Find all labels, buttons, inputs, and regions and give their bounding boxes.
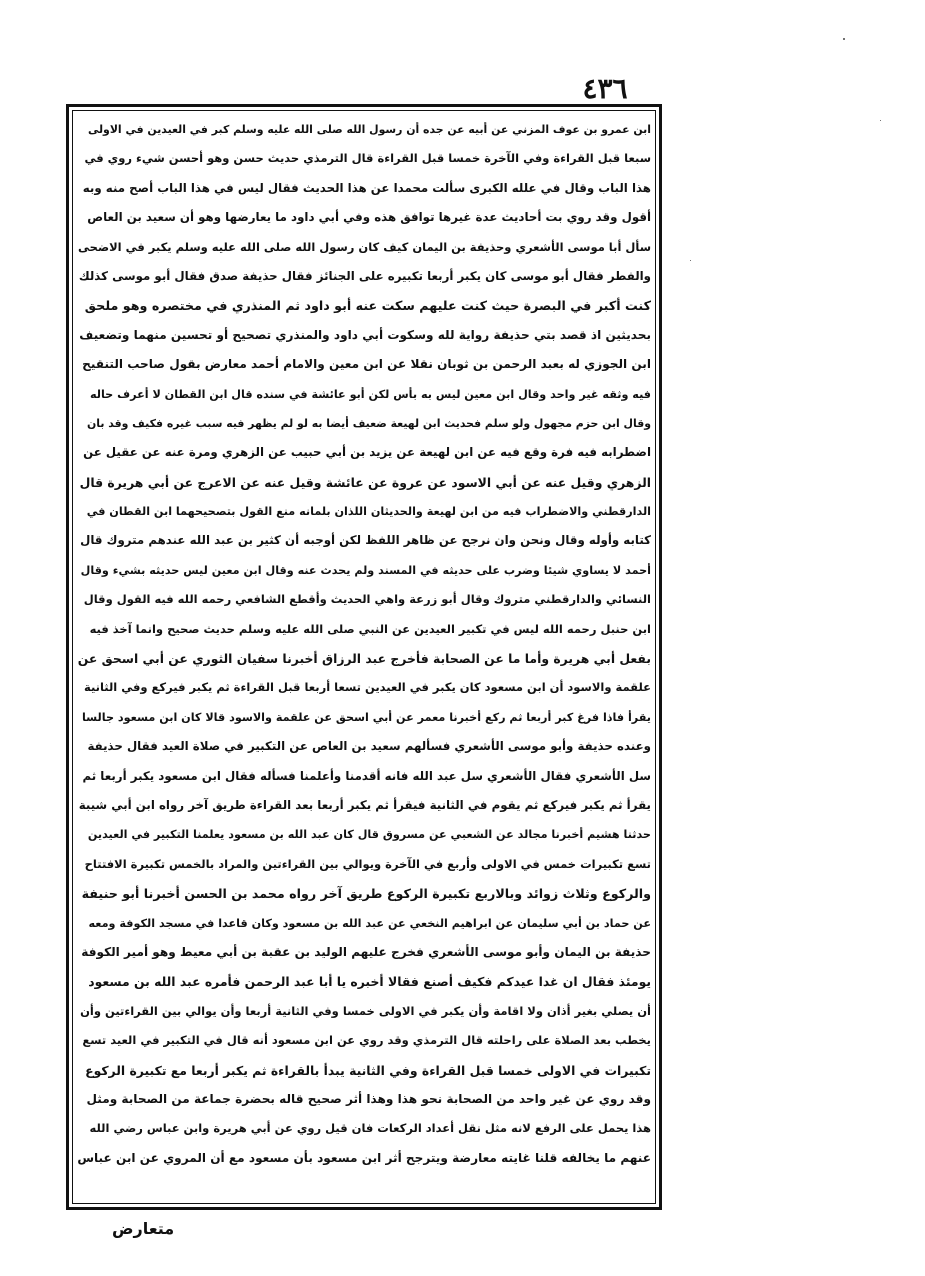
page-number: ٤٣٦ bbox=[582, 72, 628, 105]
text-line: وقد روي عن غير واحد من الصحابة نحو هذا وهذا أثر صحيح قاله بحضرة جماعة من الصحابة ومثل bbox=[86, 1091, 651, 1106]
text-frame bbox=[66, 104, 662, 1210]
text-line: وعنده حذيفة وأبو موسى الأشعري فسألهم سعيد بن العاص عن التكبير في صلاة العيد فقال حذيفة bbox=[87, 739, 651, 754]
text-line: سل الأشعري فقال الأشعري سل عبد الله فانه أقدمنا وأعلمنا فسأله فقال ابن مسعود يكبر أربعا ثم bbox=[82, 768, 651, 783]
text-line: عن حماد بن أبي سليمان عن ابراهيم النخعي عن عبد الله بن مسعود وكان قاعدا في مسجد الكوفة ومعه bbox=[88, 916, 651, 930]
scan-speck bbox=[690, 260, 691, 261]
text-line: يخطب بعد الصلاة على راحلته قال الترمذي وقد روي عن ابن مسعود أنه قال في التكبير في العيد تسع bbox=[82, 1033, 651, 1048]
text-line: عنهم ما يخالفه قلنا غايته معارضة ويترجح أثر ابن مسعود بأن مسعود مع أن المروي عن ابن عباس bbox=[77, 1150, 651, 1165]
text-line: يومئذ فقال ان غدا عيدكم فكيف أصنع فقالا أخبره يا أبا عبد الرحمن فأمره عبد الله بن مسعود bbox=[88, 974, 651, 990]
scan-speck bbox=[843, 38, 845, 40]
text-line: حذيفة بن اليمان وأبو موسى الأشعري فخرج عليهم الوليد بن عقبة بن أبي معيط وهو أمير الكوفة bbox=[81, 944, 651, 959]
text-line: هذا يحمل على الرفع لانه مثل نقل أعداد الركعات فان قيل روي عن أبي هريرة وابن عباس رضي الله bbox=[89, 1121, 651, 1136]
text-line: والركوع وثلاث زوائد وبالاربع تكبيرة الركوع طريق آخر رواه محمد بن الحسن أخبرنا أبو حنيفة bbox=[81, 886, 651, 902]
text-line: فيه وثقه غير واحد وقال ابن معين ليس به بأس لكن أبو عائشة في سنده قال ابن القطان لا أعرف حاله bbox=[89, 387, 651, 401]
text-line: تكبيرات في الاولى خمسا قبل القراءة وفي الثانية يبدأ بالقراءة ثم يكبر أربعا مع تكبيرة الركوع bbox=[85, 1062, 651, 1078]
text-line: سأل أبا موسى الأشعري وحذيفة بن اليمان كيف كان رسول الله صلى الله عليه وسلم يكبر في الاضحى bbox=[78, 239, 651, 254]
text-line: أقول وقد روي بت أحاديث عدة غيرها توافق هذه وفي أبي داود ما يعارضها وهو أن سعيد بن العاص bbox=[87, 210, 651, 225]
text-line: يقرأ فاذا فرغ كبر أربعا ثم ركع أخبرنا معمر عن أبي اسحق عن علقمة والاسود قالا كان ابن مسعود جالسا bbox=[81, 710, 651, 724]
text-line: ابن حنبل رحمه الله ليس في تكبير العيدين عن النبي صلى الله عليه وسلم حديث صحيح وانما آخذ فيه bbox=[89, 621, 651, 636]
text-line: أحمد لا يساوي شيئا وضرب على حديثه في المسند ولم يحدث عنه وقال ابن معين ليس حديثه بشيء وقال bbox=[80, 563, 651, 577]
text-line: النسائي والدارقطني متروك وقال أبو زرعة واهي الحديث وأقطع الشافعي رحمه الله فيه القول وقال bbox=[83, 592, 651, 607]
text-line: هذا الباب وقال في علله الكبرى سألت محمدا عن هذا الحديث فقال ليس في هذا الباب أصح منه وبه bbox=[82, 180, 651, 195]
text-line: الزهري وقيل عنه عن أبي الاسود عن عروة عن عائشة وقيل عنه عن الاعرج عن أبي هريرة قال bbox=[79, 474, 651, 490]
catchword: متعارض bbox=[112, 1219, 175, 1238]
text-line: وقال ابن حزم مجهول ولو سلم فحديث ابن لهيعة ضعيف أيضا به لو لم يظهر فيه سبب غيره فكيف وقد بان bbox=[86, 416, 651, 430]
text-line: علقمة والاسود أن ابن مسعود كان يكبر في العيدين تسعا أربعا قبل القراءة ثم يكبر فيركع وفي الثانية bbox=[83, 680, 651, 695]
text-line: كتابه وأوله وقال ونحن وان نرجح عن ظاهر اللفظ لكن أوجبه أن كثير بن عبد الله عندهم متروك قال bbox=[80, 533, 651, 548]
text-line: أن يصلي بغير أذان ولا اقامة وأن يكبر في الاولى خمسا وفي الثانية أربعا وأن يوالي بين القراءتين وأن bbox=[80, 1003, 651, 1018]
text-line: والفطر فقال أبو موسى كان يكبر أربعا تكبيره على الجنائز فقال حذيفة صدق فقال أبو موسى كذلك bbox=[78, 268, 651, 283]
text-body bbox=[77, 115, 651, 1173]
text-line: اضطرابه فيه فرة وقع فيه عن ابن لهيعة عن يزيد بن أبي حبيب عن الزهري ومرة عنه عن عقيل عن bbox=[83, 445, 651, 460]
text-line: ابن عمرو بن عوف المزني عن أبيه عن جده أن رسول الله صلى الله عليه وسلم كبر في العيدين في الاولى bbox=[87, 123, 651, 136]
text-line: بحديثين اذ قصد بتي حذيفة رواية لله وسكوت أبي داود والمنذري تصحيح أو تحسين منهما وتضعيف bbox=[79, 327, 651, 342]
text-line: كنت أكبر في البصرة حيث كنت عليهم سكت عنه أبو داود ثم المنذري في مختصره وهو ملحق bbox=[84, 298, 651, 314]
text-line: سبعا قبل القراءة وفي الآخرة خمسا قبل القراءة قال الترمذي حديث حسن وهو أحسن شيء روي في bbox=[84, 151, 651, 166]
text-line: الدارقطني والاضطراب فيه من ابن لهيعة والحديثان اللذان بلمانه منع القول بتصحيحهما ابن القطان في bbox=[86, 505, 651, 519]
text-line: ابن الجوزي له بعبد الرحمن بن ثوبان نقلا عن ابن معين والامام أحمد معارض بقول صاحب التنقيح bbox=[82, 357, 651, 372]
scan-speck bbox=[880, 120, 881, 121]
text-line: بفعل أبي هريرة وأما ما عن الصحابة فأخرج عبد الرزاق أخبرنا سفيان الثوري عن أبي اسحق عن bbox=[77, 651, 651, 667]
text-line: حدثنا هشيم أخبرنا مجالد عن الشعبي عن مسروق قال كان عبد الله بن مسعود يعلمنا التكبير في العيدين bbox=[87, 828, 651, 842]
text-line: تسع تكبيرات خمس في الاولى وأربع في الآخرة ويوالي بين القراءتين والمراد بالخمس تكبيرة الافتتاح bbox=[84, 856, 651, 871]
text-line: يقرأ ثم يكبر فيركع ثم يقوم في الثانية فيقرأ ثم يكبر أربعا بعد القراءة طريق آخر رواه ابن أبي شيبة bbox=[78, 797, 651, 812]
